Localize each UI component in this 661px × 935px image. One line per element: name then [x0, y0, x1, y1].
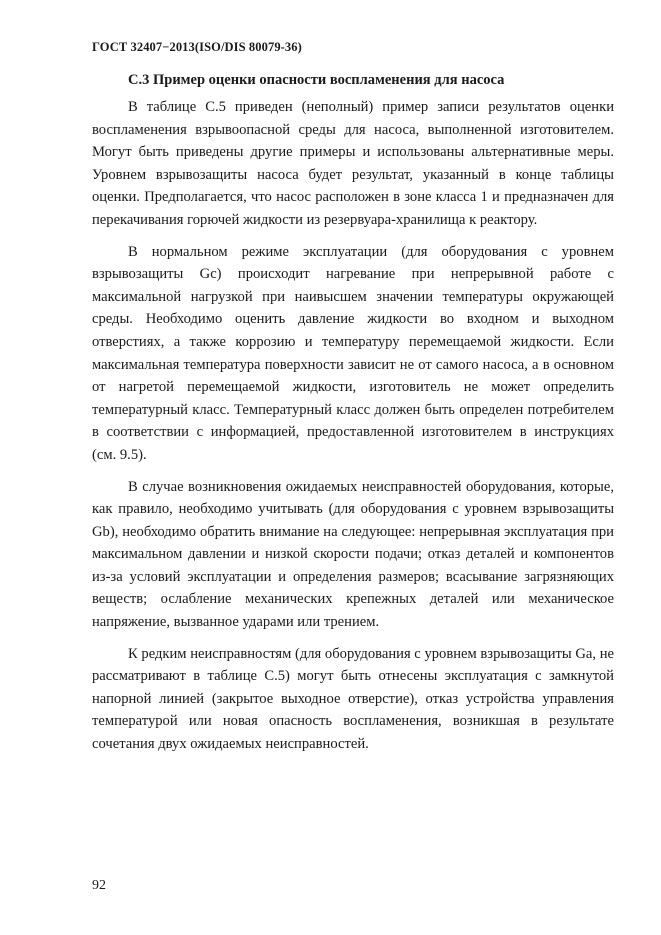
- paragraph-4: К редким неисправностям (для оборудования с уровнем взрывозащиты Ga, не рассматривают в таблице С.5) могут быть отнесены эксплуатация с замкнутой напорной линией (закрытое выходное отверстие), отказ устройства управления температурой или новая опасность воспламенения, возникшая в результате сочетания двух ожидаемых неисправностей.: [92, 645, 614, 753]
- document-header: ГОСТ 32407−2013(ISO/DIS 80079-36): [92, 40, 302, 54]
- body-text: [92, 96, 614, 765]
- paragraph-3: В случае возникновения ожидаемых неисправностей оборудования, которые, как правило, необходимо учитывать (для оборудования с уровнем взрывозащиты Gb), необходимо обратить внимание на следующее: непрерывная эксплуатация при максимальном давлении и низкой скорости подачи; отказ деталей и компонентов из-за условий эксплуатации и определения размеров; всасывание загрязняющих веществ; ослабление механических крепежных деталей или механическое напряжение, вызванное ударами или трением.: [92, 478, 614, 631]
- section-title: С.3 Пример оценки опасности воспламенения для насоса: [128, 72, 505, 88]
- paragraph-1: В таблице С.5 приведен (неполный) пример записи результатов оценки воспламенения взрывоопасной среды для насоса, выполненной изготовителем. Могут быть приведены другие примеры и использованы альтернативные меры. Уровнем взрывозащиты насоса будет результат, указанный в конце таблицы оценки. Предполагается, что насос расположен в зоне класса 1 и предназначен для перекачивания горючей жидкости из резервуара-хранилища к реактору.: [92, 99, 614, 228]
- paragraph-2: В нормальном режиме эксплуатации (для оборудования с уровнем взрывозащиты Gc) происходит нагревание при непрерывной работе с максимальной нагрузкой при наивысшем значении температуры окружающей среды. Необходимо оценить давление жидкости во входном и выходном отверстиях, а также коррозию и температуру перемещаемой жидкости. Если максимальная температура поверхности зависит не от самого насоса, а в основном от нагретой перемещаемой жидкости, изготовитель не может определить температурный класс. Температурный класс должен быть определен потребителем в соответствии с информацией, предоставленной изготовителем в инструкциях (см. 9.5).: [92, 243, 614, 463]
- page-number: 92: [92, 878, 106, 893]
